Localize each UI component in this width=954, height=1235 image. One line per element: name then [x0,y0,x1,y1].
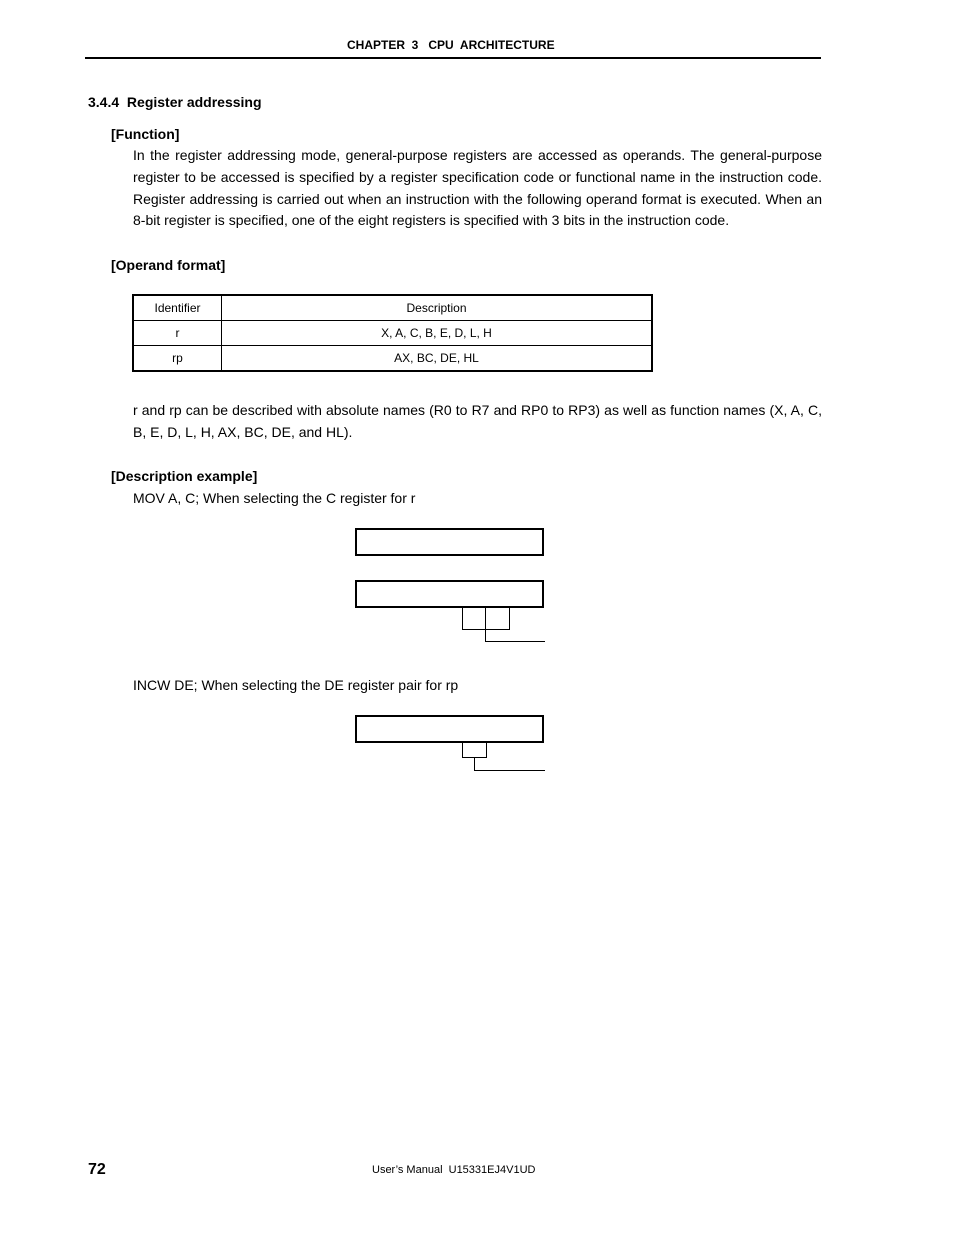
description-cell: X, A, C, B, E, D, L, H [222,321,653,346]
description-example-heading: [Description example] [111,468,258,484]
register-pair-code-leader [474,757,475,771]
table-row [133,321,652,346]
page-number: 72 [88,1161,106,1178]
table-header-row [133,295,652,321]
identifier-cell: rp [133,346,222,372]
function-heading: [Function] [111,126,180,142]
opcode-byte-box [355,715,544,743]
manual-id: User’s Manual U15331EJ4V1UD [372,1164,536,1176]
example-incw-text: INCW DE; When selecting the DE register pair for rp [133,677,459,693]
register-pair-code-field [462,742,487,758]
opcode-byte-1-box [355,528,544,556]
header-rule [85,57,821,59]
register-code-pointer [485,641,545,642]
description-cell: AX, BC, DE, HL [222,346,653,372]
column-header-description: Description [222,295,653,321]
example-mov-text: MOV A, C; When selecting the C register for r [133,490,416,506]
operand-note: r and rp can be described with absolute names (R0 to R7 and RP0 to RP3) as well as function names (X, A, C, B, E, D, L, H, AX, BC, DE, and HL). [133,402,822,440]
chapter-header: CHAPTER 3 CPU ARCHITECTURE [347,38,555,52]
opcode-byte-2-box [355,580,544,608]
section-title: 3.4.4 Register addressing [88,94,262,110]
register-code-field [462,607,510,630]
column-header-identifier: Identifier [133,295,222,321]
operand-format-table [132,294,653,372]
operand-format-heading: [Operand format] [111,257,226,273]
identifier-cell: r [133,321,222,346]
table-row [133,346,652,372]
register-pair-code-pointer [474,770,545,771]
function-body: In the register addressing mode, general-purpose registers are accessed as operands. The general-purpose register to be accessed is specified by a register specification code or functional name in the instruction code. Register addressing is carried out when an instruction with the following operand format is executed. When an 8-bit register is specified, one of the eight registers is specified with 3 bits in the instruction code. [133,147,822,229]
register-code-leader [485,607,486,642]
